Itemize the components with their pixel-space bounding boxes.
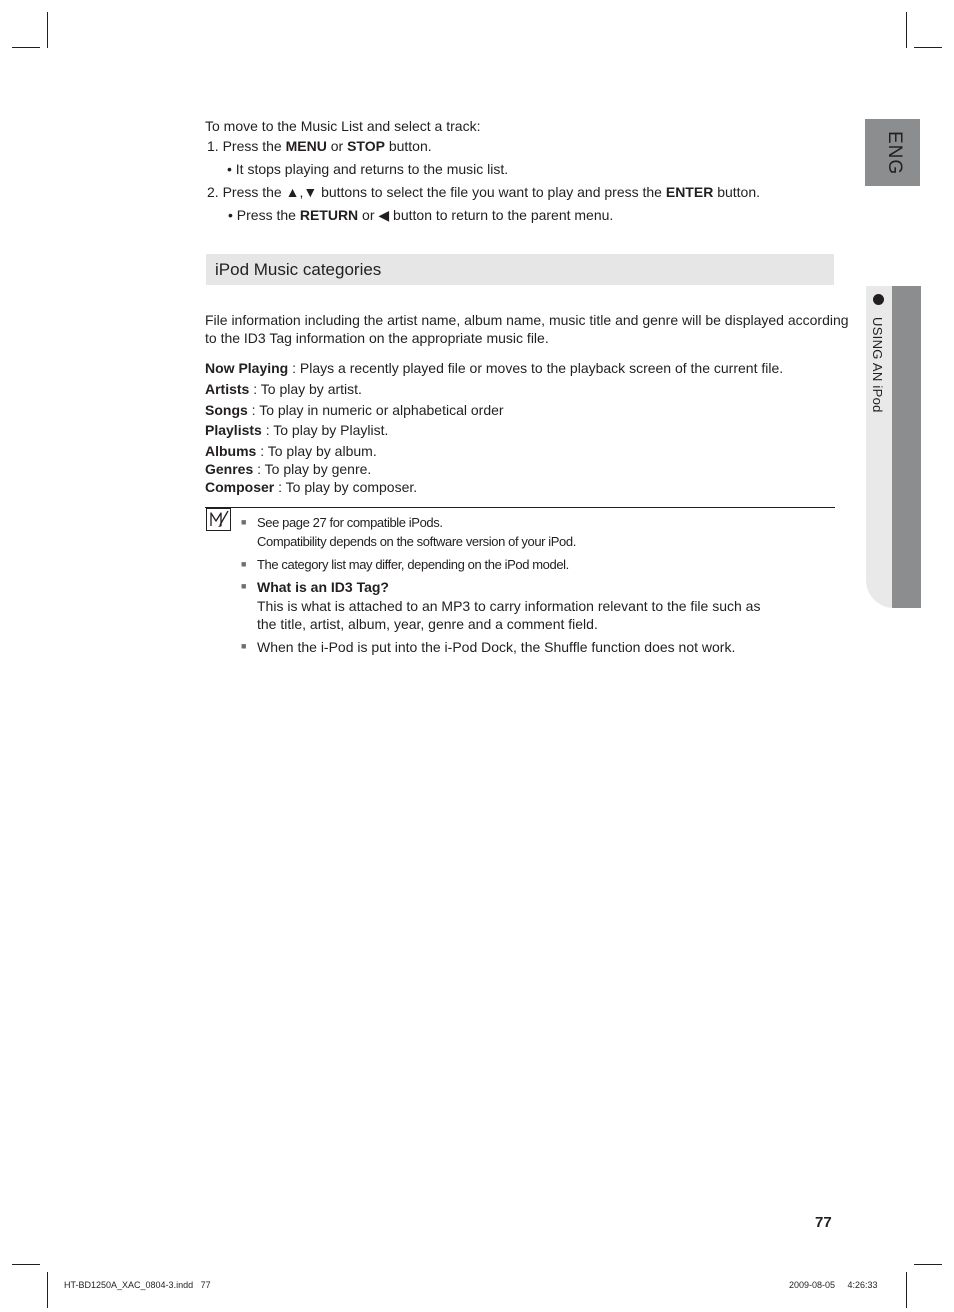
language-label: ENG: [884, 131, 905, 176]
stop-key: STOP: [347, 138, 385, 154]
category-name: Artists: [205, 381, 250, 397]
footer-file-name: HT-BD1250A_XAC_0804-3.indd 77: [64, 1280, 211, 1290]
category-name: Playlists: [205, 422, 262, 438]
crop-mark: [12, 47, 40, 48]
section-title: iPod Music categories: [215, 260, 382, 279]
category-composer: [205, 478, 417, 496]
step-2-bullet-end: or ◀ button to return to the parent menu.: [358, 207, 614, 223]
note-3-line-1: This is what is attached to an MP3 to carry information relevant to the file such as: [257, 598, 761, 614]
step-2-bullet: [228, 206, 613, 224]
return-key: RETURN: [299, 207, 359, 223]
step-1-end: button.: [384, 138, 432, 154]
note-1-line-1: See page 27 for compatible iPods.: [257, 515, 443, 530]
category-playlists: [205, 421, 388, 439]
category-genres: [205, 460, 371, 478]
page-number: 77: [815, 1214, 832, 1231]
note-divider: [205, 507, 835, 508]
step-2-bullet-text: • Press the: [228, 207, 300, 223]
section-tab-stripe: [892, 286, 921, 608]
category-name: Songs: [205, 402, 248, 418]
footer-timestamp: 2009-08-05 4:26:33: [789, 1280, 878, 1290]
note-bullet: ■: [241, 641, 247, 651]
note-2: The category list may differ, depending on the iPod model.: [257, 557, 569, 572]
note-icon: [206, 508, 231, 531]
language-tab: [865, 119, 920, 186]
category-songs: [205, 401, 504, 419]
note-3-line-2: the title, artist, album, year, genre and a comment field.: [257, 616, 598, 632]
category-desc: : To play by Playlist.: [261, 422, 389, 438]
category-name: Now Playing: [205, 360, 289, 376]
crop-mark: [47, 1272, 48, 1308]
step-2-end: button.: [713, 184, 761, 200]
crop-mark: [914, 47, 942, 48]
note-3-title: What is an ID3 Tag?: [257, 579, 389, 595]
section-tab-label: USING AN iPod: [870, 317, 885, 413]
step-1-bullet: • It stops playing and returns to the music list.: [227, 161, 509, 177]
bullet-dot-icon: [873, 294, 884, 305]
note-1-line-2: Compatibility depends on the software version of your iPod.: [257, 534, 576, 549]
category-desc: : To play by artist.: [249, 381, 362, 397]
crop-mark: [906, 12, 907, 48]
crop-mark: [47, 12, 48, 48]
note-bullet: ■: [241, 559, 247, 569]
category-name: Genres: [205, 461, 254, 477]
step-2: [207, 183, 760, 201]
category-artists: [205, 380, 362, 398]
step-1-or: or: [326, 138, 348, 154]
section-description-line: File information including the artist name, album name, music title and genre will be displayed according: [205, 312, 849, 328]
note-4: When the i-Pod is put into the i-Pod Dock, the Shuffle function does not work.: [257, 639, 736, 655]
category-desc: : To play by composer.: [274, 479, 418, 495]
enter-key: ENTER: [665, 184, 714, 200]
category-now-playing: [205, 359, 783, 377]
note-bullet: ■: [241, 517, 247, 527]
category-desc: : To play in numeric or alphabetical order: [247, 402, 504, 418]
step-2-text: 2. Press the ▲,▼ buttons to select the file you want to play and press the: [207, 184, 666, 200]
crop-mark: [12, 1264, 40, 1265]
section-description-line: to the ID3 Tag information on the appropriate music file.: [205, 330, 549, 346]
category-name: Composer: [205, 479, 275, 495]
section-header: [206, 254, 834, 285]
crop-mark: [906, 1272, 907, 1308]
step-1: [207, 137, 432, 155]
category-name: Albums: [205, 443, 257, 459]
category-desc: : To play by album.: [256, 443, 377, 459]
step-1-text: 1. Press the: [207, 138, 286, 154]
category-desc: : Plays a recently played file or moves to the playback screen of the current file.: [288, 360, 784, 376]
menu-key: MENU: [285, 138, 327, 154]
instructions-intro: To move to the Music List and select a track:: [205, 118, 481, 134]
crop-mark: [914, 1264, 942, 1265]
note-bullet: ■: [241, 581, 247, 591]
category-albums: [205, 442, 377, 460]
category-desc: : To play by genre.: [253, 461, 372, 477]
